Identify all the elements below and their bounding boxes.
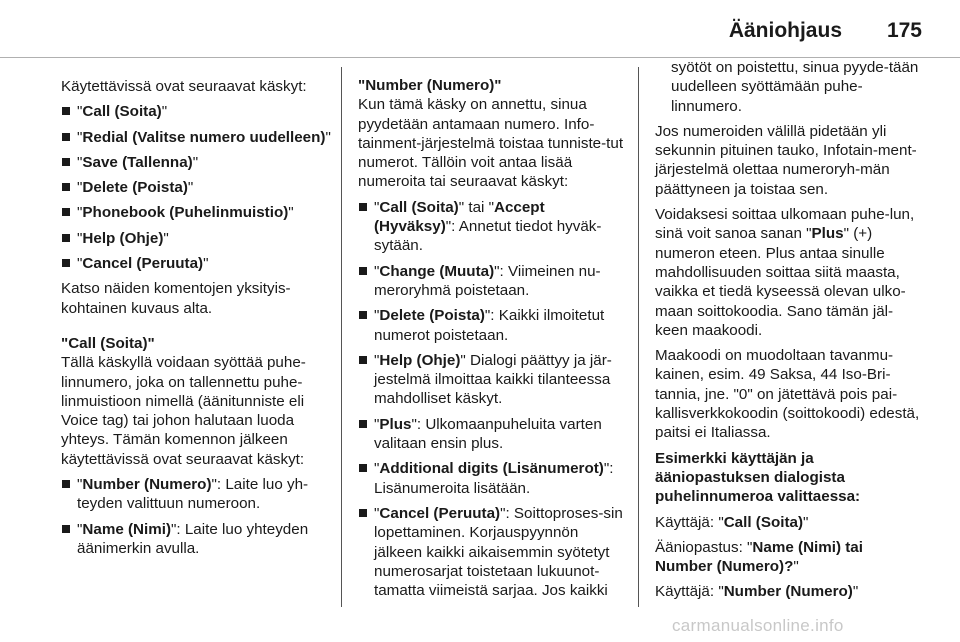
intro-text: Käytettävissä ovat seuraavat käskyt: (61, 78, 307, 95)
page-title: Ääniohjaus (728, 19, 842, 42)
command-list (61, 102, 331, 273)
column-divider (341, 67, 342, 607)
page-number: 175 (886, 19, 922, 42)
list-item: "Plus": Ulkomaanpuheluita varten valitaan ensin plus. (358, 415, 626, 454)
list-item: "Number (Numero)": Laite luo yh-teyden valittuun numeroon. (61, 475, 331, 514)
column-divider (638, 67, 639, 607)
page-header (0, 0, 960, 58)
list-item: "Help (Ohje)" (61, 229, 331, 248)
dialog-line: Käyttäjä: "Number (Numero)" (655, 583, 859, 601)
example-heading: Esimerkki käyttäjän ja ääniopastuksen dialogista puhelinnumeroa valittaessa: (655, 449, 861, 506)
list-item: "Change (Muuta)": Viimeinen nu-meroryhmä poistetaan. (358, 262, 626, 301)
section-body: Tällä käskyllä voidaan syöttää puhe-linnumero, joka on tallennettu puhe-linmuistioon nimellä (äänitunniste eli Voice tag) tai johon halutaan luoda yhteys. Tämän komennon jälkeen käytettävissä ovat seuraavat käskyt: (61, 354, 306, 468)
column-2 (358, 76, 626, 606)
column-1 (61, 77, 331, 564)
list-item: "Call (Soita)" (61, 102, 331, 121)
sub-command-list (61, 475, 331, 558)
list-item: "Delete (Poista)": Kaikki ilmoitetut numerot poistetaan. (358, 306, 626, 345)
list-item: "Call (Soita)" tai "Accept (Hyväksy)": Annetut tiedot hyväk-sytään. (358, 198, 626, 256)
dialog-line: Käyttäjä: "Call (Soita)" (655, 513, 809, 531)
list-item: "Phonebook (Puhelinmuistio)" (61, 203, 331, 222)
outro-text: Katso näiden komentojen yksityis-kohtainen kuvaus alta. (61, 280, 291, 317)
section-heading: "Call (Soita)" (61, 334, 155, 352)
section-body: Kun tämä käsky on annettu, sinua pyydetään antamaan numero. Info-tainment-järjestelmä toistaa tunniste-tut numerot. Tällöin voit antaa lisää numeroita tai seuraavat käskyt: (358, 96, 624, 191)
section-heading: "Number (Numero)" (358, 77, 502, 94)
continued-list (655, 58, 923, 116)
list-item: "Delete (Poista)" (61, 178, 331, 197)
list-item: "Additional digits (Lisänumerot)": Lisänumeroita lisätään. (358, 459, 626, 498)
watermark: carmanualsonline.info (672, 616, 844, 635)
list-item: "Save (Tallenna)" (61, 153, 331, 172)
column-3 (655, 58, 923, 608)
paragraph: Jos numeroiden välillä pidetään yli sekunnin pituinen tauko, Infotain-ment-järjestelmä olettaa numeroryh-män päättyneen ja toistaa sen. (655, 122, 917, 198)
list-item: "Cancel (Peruuta)": Soittoproses-sin lopettaminen. Korjauspyynnön jälkeen kaikki aikaisemmin syötetyt numerosarjat toistetaan lukuunot-tamatta viimeistä sarjaa. Jos kaikki (358, 504, 626, 600)
paragraph: Voidaksesi soittaa ulkomaan puhe-lun, sinä voit sanoa sanan "Plus" (+) numeron eteen. Plus antaa sinulle mahdollisuuden soittaa siitä maasta, vaikka et tiedä kyseessä olevan ulko-maan soittokoodia. Sano tämän jäl-keen maakoodi. (655, 206, 915, 339)
list-item-continued: syötöt on poistettu, sinua pyyde-tään uudelleen syöttämään puhe-linnumero. (671, 59, 919, 115)
command-list (358, 198, 626, 601)
list-item: "Help (Ohje)" Dialogi päättyy ja jär-jestelmä ilmoittaa kaikki tilanteessa mahdolliset käskyt. (358, 351, 626, 409)
paragraph: Maakoodi on muodoltaan tavanmu-kainen, esim. 49 Saksa, 44 Iso-Bri-tannia, jne. "0" on jätettävä pois pai-kallisverkkokoodin (soittokoodi) edestä, paitsi ei Italiassa. (655, 347, 920, 442)
list-item: "Name (Nimi)": Laite luo yhteyden äänimerkin avulla. (61, 520, 331, 559)
list-item: "Cancel (Peruuta)" (61, 254, 331, 273)
dialog-line: Ääniopastus: "Name (Nimi) tai Number (Numero)?" (655, 538, 863, 576)
list-item: "Redial (Valitse numero uudelleen)" (61, 128, 331, 147)
